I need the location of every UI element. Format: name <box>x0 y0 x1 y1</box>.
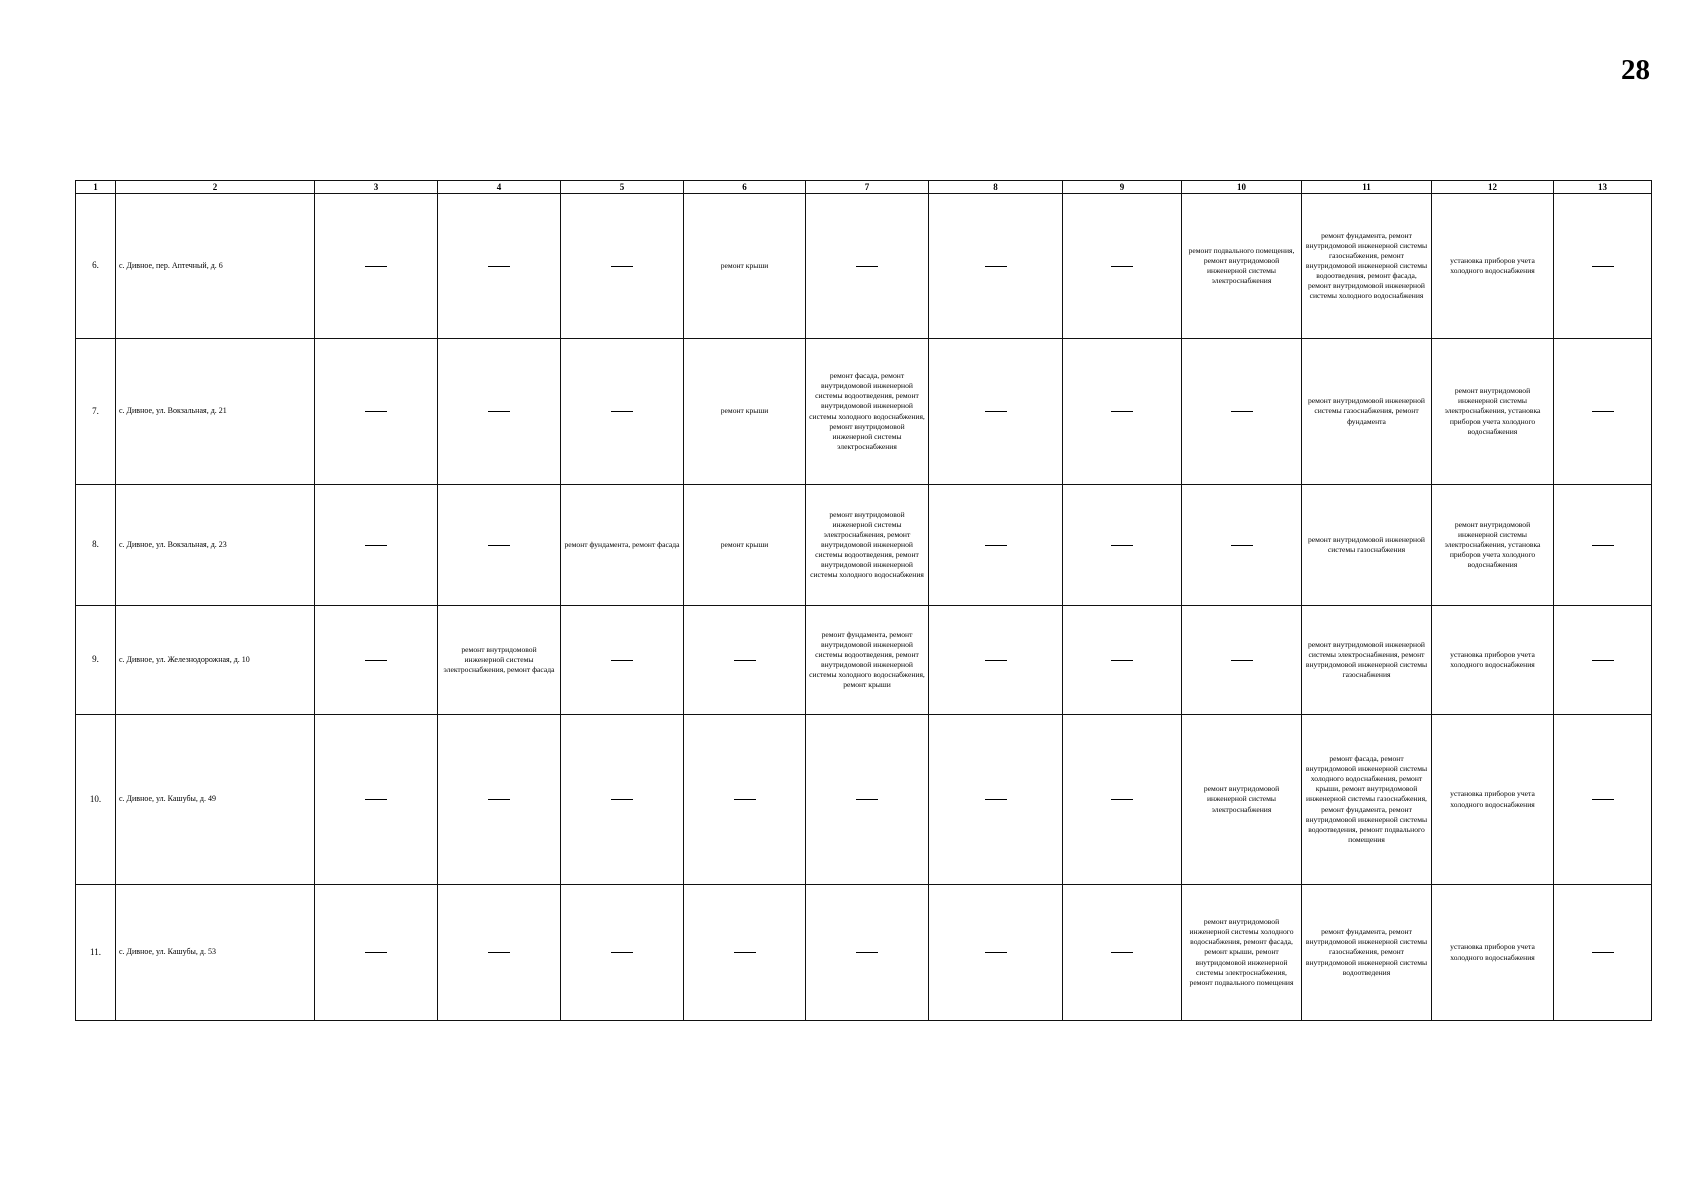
empty-cell <box>929 194 1063 339</box>
dash-mark <box>856 799 878 800</box>
dash-mark <box>1592 411 1614 412</box>
table-body <box>76 181 1652 1021</box>
address-cell: с. Дивное, пер. Аптечный, д. 6 <box>116 194 315 339</box>
empty-cell <box>438 885 561 1021</box>
empty-cell <box>438 485 561 606</box>
empty-cell <box>561 606 684 715</box>
work-cell: ремонт крыши <box>684 485 806 606</box>
dash-mark <box>488 266 510 267</box>
empty-cell <box>1182 606 1302 715</box>
dash-mark <box>856 266 878 267</box>
dash-mark <box>365 266 387 267</box>
column-number-cell: 6 <box>684 181 806 194</box>
empty-cell <box>438 339 561 485</box>
empty-cell <box>315 339 438 485</box>
column-number-cell: 7 <box>806 181 929 194</box>
empty-cell <box>684 606 806 715</box>
empty-cell <box>438 194 561 339</box>
page-number: 28 <box>1621 54 1650 86</box>
empty-cell <box>1063 606 1182 715</box>
work-cell: ремонт внутридомовой инженерной системы электроснабжения, ремонт внутридомовой инженерной системы водоотведения, ремонт внутридомовой инженерной системы холодного водоснабжения <box>806 485 929 606</box>
work-cell: установка приборов учета холодного водоснабжения <box>1432 194 1554 339</box>
column-number-cell: 4 <box>438 181 561 194</box>
empty-cell <box>684 715 806 885</box>
empty-cell <box>929 485 1063 606</box>
work-cell: ремонт фундамента, ремонт фасада <box>561 485 684 606</box>
empty-cell <box>1063 194 1182 339</box>
empty-cell <box>806 715 929 885</box>
dash-mark <box>488 411 510 412</box>
work-cell: ремонт внутридомовой инженерной системы электроснабжения <box>1182 715 1302 885</box>
row-number: 8. <box>76 485 116 606</box>
column-number-cell: 5 <box>561 181 684 194</box>
column-number-cell: 1 <box>76 181 116 194</box>
address-cell: с. Дивное, ул. Кашубы, д. 49 <box>116 715 315 885</box>
dash-mark <box>1111 660 1133 661</box>
dash-mark <box>985 799 1007 800</box>
row-number: 6. <box>76 194 116 339</box>
dash-mark <box>611 660 633 661</box>
work-cell: ремонт фундамента, ремонт внутридомовой инженерной системы водоотведения, ремонт внутридомовой инженерной системы холодного водоснабжения, ремонт крыши <box>806 606 929 715</box>
dash-mark <box>365 952 387 953</box>
column-number-cell: 3 <box>315 181 438 194</box>
table-row <box>76 485 1652 606</box>
address-cell: с. Дивное, ул. Вокзальная, д. 21 <box>116 339 315 485</box>
empty-cell <box>806 885 929 1021</box>
dash-mark <box>1592 545 1614 546</box>
dash-mark <box>985 411 1007 412</box>
work-cell: ремонт крыши <box>684 339 806 485</box>
empty-cell <box>1063 485 1182 606</box>
dash-mark <box>365 545 387 546</box>
dash-mark <box>611 266 633 267</box>
table-row <box>76 339 1652 485</box>
dash-mark <box>1592 660 1614 661</box>
column-number-cell: 2 <box>116 181 315 194</box>
empty-cell <box>315 485 438 606</box>
column-number-row <box>76 181 1652 194</box>
row-number: 9. <box>76 606 116 715</box>
empty-cell <box>1554 715 1652 885</box>
work-cell: ремонт фасада, ремонт внутридомовой инженерной системы водоотведения, ремонт внутридомовой инженерной системы холодного водоснабжения, ремонт внутридомовой инженерной системы электроснабжения <box>806 339 929 485</box>
address-cell: с. Дивное, ул. Железнодорожная, д. 10 <box>116 606 315 715</box>
empty-cell <box>315 194 438 339</box>
work-cell: ремонт внутридомовой инженерной системы электроснабжения, ремонт внутридомовой инженерной системы газоснабжения <box>1302 606 1432 715</box>
column-number-cell: 13 <box>1554 181 1652 194</box>
empty-cell <box>561 339 684 485</box>
work-cell: ремонт внутридомовой инженерной системы электроснабжения, ремонт фасада <box>438 606 561 715</box>
empty-cell <box>1182 485 1302 606</box>
dash-mark <box>985 266 1007 267</box>
empty-cell <box>1554 194 1652 339</box>
dash-mark <box>734 952 756 953</box>
work-cell: ремонт внутридомовой инженерной системы газоснабжения <box>1302 485 1432 606</box>
work-cell: установка приборов учета холодного водоснабжения <box>1432 606 1554 715</box>
column-number-cell: 10 <box>1182 181 1302 194</box>
column-number-cell: 8 <box>929 181 1063 194</box>
empty-cell <box>929 885 1063 1021</box>
empty-cell <box>315 606 438 715</box>
empty-cell <box>929 339 1063 485</box>
work-cell: ремонт подвального помещения, ремонт внутридомовой инженерной системы электроснабжения <box>1182 194 1302 339</box>
column-number-cell: 11 <box>1302 181 1432 194</box>
table-row <box>76 606 1652 715</box>
column-number-cell: 9 <box>1063 181 1182 194</box>
work-cell: ремонт внутридомовой инженерной системы холодного водоснабжения, ремонт фасада, ремонт крыши, ремонт внутридомовой инженерной системы электроснабжения, ремонт подвального помещения <box>1182 885 1302 1021</box>
empty-cell <box>561 885 684 1021</box>
empty-cell <box>929 606 1063 715</box>
work-cell: установка приборов учета холодного водоснабжения <box>1432 715 1554 885</box>
row-number: 7. <box>76 339 116 485</box>
empty-cell <box>1554 485 1652 606</box>
dash-mark <box>1231 660 1253 661</box>
dash-mark <box>611 411 633 412</box>
empty-cell <box>1063 885 1182 1021</box>
dash-mark <box>1111 952 1133 953</box>
dash-mark <box>1111 545 1133 546</box>
dash-mark <box>856 952 878 953</box>
dash-mark <box>734 660 756 661</box>
dash-mark <box>1111 799 1133 800</box>
work-cell: ремонт крыши <box>684 194 806 339</box>
empty-cell <box>1554 339 1652 485</box>
table-row <box>76 715 1652 885</box>
empty-cell <box>1063 715 1182 885</box>
empty-cell <box>1554 606 1652 715</box>
row-number: 11. <box>76 885 116 1021</box>
work-cell: ремонт фасада, ремонт внутридомовой инженерной системы холодного водоснабжения, ремонт крыши, ремонт внутридомовой инженерной системы газоснабжения, ремонт фундамента, ремонт внутридомовой инженерной системы водоотведения, ремонт подвального помещения <box>1302 715 1432 885</box>
dash-mark <box>985 545 1007 546</box>
dash-mark <box>1231 411 1253 412</box>
dash-mark <box>1231 545 1253 546</box>
empty-cell <box>929 715 1063 885</box>
empty-cell <box>1182 339 1302 485</box>
dash-mark <box>365 411 387 412</box>
dash-mark <box>488 545 510 546</box>
dash-mark <box>1111 411 1133 412</box>
dash-mark <box>1592 799 1614 800</box>
empty-cell <box>561 715 684 885</box>
table-row <box>76 194 1652 339</box>
dash-mark <box>365 799 387 800</box>
address-cell: с. Дивное, ул. Вокзальная, д. 23 <box>116 485 315 606</box>
dash-mark <box>1592 266 1614 267</box>
work-cell: ремонт фундамента, ремонт внутридомовой инженерной системы газоснабжения, ремонт внутридомовой инженерной системы водоотведения <box>1302 885 1432 1021</box>
work-cell: ремонт фундамента, ремонт внутридомовой инженерной системы газоснабжения, ремонт внутридомовой инженерной системы водоотведения, ремонт фасада, ремонт внутридомовой инженерной системы холодного водоснабжения <box>1302 194 1432 339</box>
empty-cell <box>806 194 929 339</box>
repair-works-table <box>75 180 1652 1021</box>
dash-mark <box>1111 266 1133 267</box>
work-cell: ремонт внутридомовой инженерной системы электроснабжения, установка приборов учета холодного водоснабжения <box>1432 485 1554 606</box>
empty-cell <box>438 715 561 885</box>
row-number: 10. <box>76 715 116 885</box>
empty-cell <box>1554 885 1652 1021</box>
empty-cell <box>315 715 438 885</box>
table-row <box>76 885 1652 1021</box>
dash-mark <box>734 799 756 800</box>
dash-mark <box>488 952 510 953</box>
work-cell: ремонт внутридомовой инженерной системы электроснабжения, установка приборов учета холодного водоснабжения <box>1432 339 1554 485</box>
dash-mark <box>365 660 387 661</box>
empty-cell <box>684 885 806 1021</box>
empty-cell <box>315 885 438 1021</box>
dash-mark <box>1592 952 1614 953</box>
work-cell: ремонт внутридомовой инженерной системы газоснабжения, ремонт фундамента <box>1302 339 1432 485</box>
dash-mark <box>488 799 510 800</box>
dash-mark <box>611 799 633 800</box>
dash-mark <box>611 952 633 953</box>
work-cell: установка приборов учета холодного водоснабжения <box>1432 885 1554 1021</box>
dash-mark <box>985 952 1007 953</box>
empty-cell <box>1063 339 1182 485</box>
column-number-cell: 12 <box>1432 181 1554 194</box>
dash-mark <box>985 660 1007 661</box>
address-cell: с. Дивное, ул. Кашубы, д. 53 <box>116 885 315 1021</box>
empty-cell <box>561 194 684 339</box>
